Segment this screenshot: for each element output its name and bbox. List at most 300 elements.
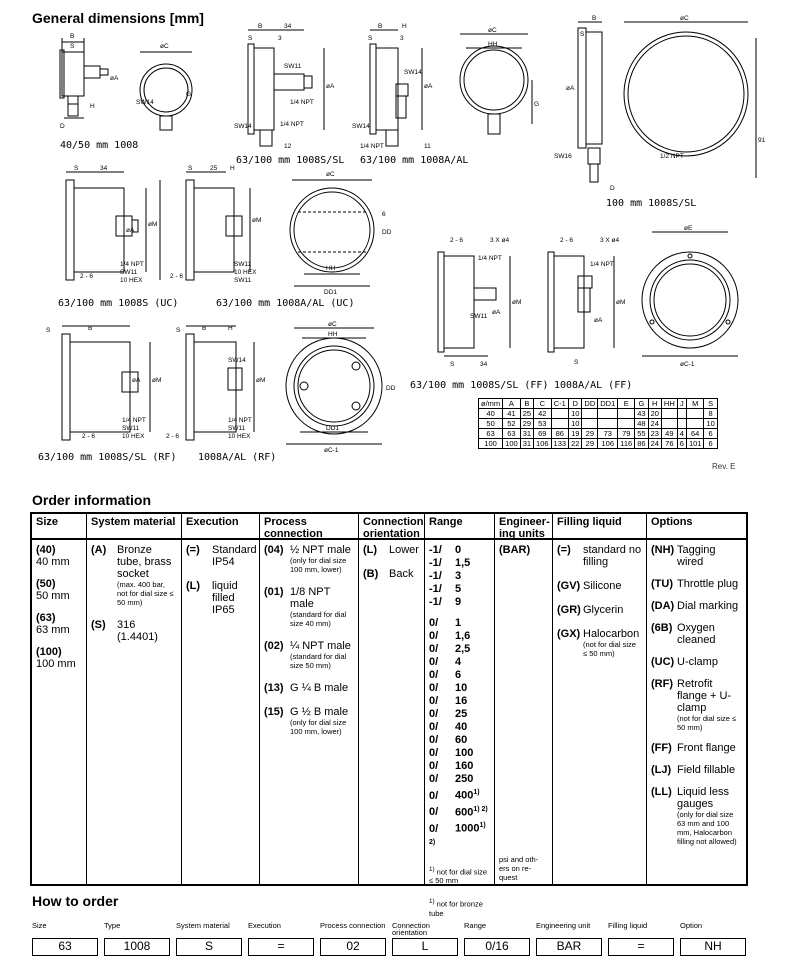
svg-text:SW14: SW14 — [228, 357, 246, 364]
svg-text:6: 6 — [382, 211, 386, 218]
svg-text:10 HEX: 10 HEX — [122, 433, 145, 440]
drawing-1008a-al-uc — [170, 166, 270, 301]
svg-text:DD: DD — [382, 229, 392, 236]
svg-text:D: D — [60, 123, 65, 130]
range-from: 0/ — [429, 617, 439, 629]
caption-7: 63/100 mm 1008S/SL (FF) — [410, 380, 549, 391]
dim-cell: 106 — [598, 439, 618, 449]
dim-header: ø/mm — [479, 399, 503, 409]
svg-text:DD1: DD1 — [324, 289, 338, 296]
drawing-front-rf — [284, 322, 394, 457]
svg-text:D: D — [610, 185, 615, 192]
option-text: Liquid less gauges — [677, 786, 729, 810]
svg-text:SW11: SW11 — [234, 277, 252, 284]
dim-header: S — [704, 399, 717, 409]
option-text: Standard IP54 — [212, 544, 257, 568]
how-value-box: 02 — [320, 938, 386, 956]
range-from: -1/ — [429, 570, 442, 582]
range-from: 0/ — [429, 806, 439, 819]
range-to: 10 — [455, 682, 468, 694]
range-from: 0/ — [429, 695, 439, 707]
option-code: (RF) — [651, 678, 673, 690]
svg-text:øM: øM — [152, 377, 162, 384]
svg-text:S: S — [46, 327, 51, 334]
option-label — [677, 742, 736, 754]
execution-option — [186, 580, 255, 616]
svg-text:SW11: SW11 — [122, 425, 140, 432]
option-label — [290, 586, 354, 628]
caption-6: 63/100 mm 1008A/AL (UC) — [216, 298, 355, 309]
range-from: 0/ — [429, 708, 439, 720]
dim-cell — [618, 409, 635, 419]
how-value-box: 63 — [32, 938, 98, 956]
note-text: not for bronze tube — [429, 899, 483, 918]
option-label — [290, 544, 354, 574]
col-options: Options (NH) Tagging wired (TU) Throttle plug (DA) Dial marking (6B) Oxygen cleaned (UC) U-clamp (RF) Retrofit flange + U-clamp (not for dial size ≤ 50 mm) (FF) Front flange (LJ) Field fillable (LL) Liquid less gauges (only for dial size 63 mm and 100 mm, Halocarbon filling not allowed) — [646, 514, 746, 884]
svg-text:10 HEX: 10 HEX — [120, 277, 143, 284]
drawing-front-uc — [286, 166, 396, 301]
process-option — [264, 682, 354, 694]
svg-text:øA: øA — [126, 227, 135, 234]
how-to-order-title: How to order — [32, 893, 119, 909]
range-to: 6 — [455, 669, 462, 681]
dim-cell: 55 — [635, 429, 648, 439]
option-text: Back — [389, 568, 414, 580]
option-code: (NH) — [651, 544, 675, 556]
caption-3: 63/100 mm 1008A/AL — [360, 155, 469, 166]
dim-cell — [618, 419, 635, 429]
svg-text:øC: øC — [680, 15, 689, 22]
option-code: (02) — [264, 640, 284, 652]
range-item — [429, 786, 490, 803]
range-item — [429, 557, 490, 570]
dim-cell: 79 — [618, 429, 635, 439]
drawing-100-1008s-sl — [554, 15, 766, 203]
size-option — [36, 544, 82, 568]
svg-text:1/2 NPT: 1/2 NPT — [660, 153, 684, 160]
svg-text:B: B — [202, 325, 207, 332]
svg-text:SW14: SW14 — [136, 99, 154, 106]
option-text: ¼ NPT male — [290, 640, 351, 652]
options-option — [651, 578, 742, 590]
option-label — [290, 640, 354, 670]
svg-text:øM: øM — [616, 299, 626, 306]
option-text: Throttle plug — [677, 578, 739, 590]
drawing-63-100-1008s-sl — [234, 24, 344, 159]
drawing-1008s-sl-ff — [430, 232, 540, 377]
range-item — [429, 734, 490, 747]
range-item — [429, 708, 490, 721]
dim-cell: 4 — [677, 429, 686, 439]
col-material: System material (A) Bronze tube, brass socket (max. 400 bar, not for dial size ≤ 50 mm) (S) 316 (1.4401) — [86, 514, 181, 884]
range-footnote: 1) 2) — [473, 805, 488, 813]
process-option — [264, 640, 354, 670]
note-text: not for dial size ≤ 50 mm — [429, 867, 488, 886]
svg-text:S: S — [450, 361, 455, 368]
dim-cell: 6 — [704, 439, 717, 449]
range-item — [429, 682, 490, 695]
note-sup: 1) — [429, 865, 435, 873]
svg-text:øA: øA — [594, 317, 603, 324]
how-value-box: 0/16 — [464, 938, 530, 956]
dim-cell: 106 — [534, 439, 552, 449]
options-option — [651, 656, 742, 668]
svg-text:S: S — [248, 35, 253, 42]
range-from: 0/ — [429, 734, 439, 746]
svg-text:2 - 6: 2 - 6 — [560, 237, 574, 244]
option-note: (standard for dial size 40 mm) — [290, 610, 347, 628]
svg-text:øA: øA — [424, 83, 433, 90]
svg-text:25: 25 — [210, 165, 218, 172]
range-from: 0/ — [429, 669, 439, 681]
dim-cell: 31 — [520, 429, 533, 439]
option-note: (max. 400 bar, not for dial size ≤ 50 mm) — [117, 580, 174, 607]
caption-5: 63/100 mm 1008S (UC) — [58, 298, 179, 309]
option-text: Oxygen cleaned — [677, 622, 716, 646]
svg-text:10 HEX: 10 HEX — [234, 269, 257, 276]
dim-cell: 50 — [479, 419, 503, 429]
how-label: Execution — [248, 921, 281, 930]
svg-text:B: B — [258, 23, 263, 30]
dim-cell: 48 — [635, 419, 648, 429]
how-label: Size — [32, 921, 47, 930]
drawing-front-ff — [642, 222, 742, 377]
how-value-box: L — [392, 938, 458, 956]
col-filling: Filling liquid (=) standard no filling (GV) Silicone (GR) Glycerin (GX) Halocarbon (not for dial size ≤ 50 mm) — [552, 514, 646, 884]
option-note: (only for dial size 100 mm, lower) — [290, 718, 347, 736]
col-size: Size (40) 40 mm (50) 50 mm (63) 63 mm (100) 100 mm — [32, 514, 86, 884]
range-item — [429, 819, 490, 852]
option-code: (S) — [91, 619, 106, 631]
dim-cell: 100 — [479, 439, 503, 449]
dim-header: J — [677, 399, 686, 409]
option-label — [583, 544, 642, 568]
option-label — [117, 619, 177, 643]
drawing-63-100-1008a-al — [352, 24, 442, 159]
range-note-2 — [429, 897, 490, 918]
option-label — [583, 580, 622, 592]
dim-cell — [661, 419, 677, 429]
range-to: 0 — [455, 544, 462, 556]
range-to: 3 — [455, 570, 462, 582]
option-label — [212, 580, 255, 616]
range-from: 0/ — [429, 822, 439, 835]
dim-cell: 25 — [520, 409, 533, 419]
dim-cell: 24 — [648, 419, 661, 429]
range-to: 1,6 — [455, 630, 471, 642]
option-text: Glycerin — [583, 604, 624, 616]
how-value-box: S — [176, 938, 242, 956]
option-code: (=) — [557, 544, 571, 556]
size-label: 63 mm — [36, 624, 70, 636]
range-to: 1,5 — [455, 557, 471, 569]
option-code: (13) — [264, 682, 284, 694]
dim-cell: 52 — [503, 419, 521, 429]
dim-cell: 31 — [520, 439, 533, 449]
dim-header: E — [618, 399, 635, 409]
range-from: 0/ — [429, 630, 439, 642]
svg-text:B: B — [88, 325, 93, 332]
option-code: (LJ) — [651, 764, 672, 776]
col-range: Range -1/ 0 -1/ 1,5 -1/ 3 -1/ 5 -1/ 9 0/ 1 0/ 1,6 0/ 2,5 0/ 4 0/ 6 0/ 10 0/ 16 0/ 25 0/ 40 0/ 60 0/ 100 0/ 160 0/ 250 0/ 400$^{1)}$ 0/ $600^{1) 2)}$ 0/ $1000^{1) 2)}$ $^{1)}$ not for dial size ≤ 50 mm $^{1)}$ not for bronze tube — [424, 514, 494, 884]
options-option — [651, 600, 742, 612]
range-note-1 — [429, 865, 490, 886]
dim-row — [479, 439, 718, 449]
how-label: Range — [464, 921, 487, 930]
size-label: 100 mm — [36, 658, 76, 670]
dim-cell: 29 — [520, 419, 533, 429]
drawing-front-hh — [450, 24, 540, 159]
option-code: (GV) — [557, 580, 581, 592]
option-label — [677, 578, 738, 590]
dim-cell: 19 — [569, 429, 582, 439]
range-item — [429, 773, 490, 786]
range-item — [429, 760, 490, 773]
option-text: Lower — [389, 544, 419, 556]
dim-cell: 43 — [635, 409, 648, 419]
dim-b: B — [70, 33, 75, 40]
svg-text:øA: øA — [326, 83, 335, 90]
svg-text:12: 12 — [284, 143, 292, 150]
option-label — [290, 682, 348, 694]
dim-cell — [598, 419, 618, 429]
svg-text:SW11: SW11 — [284, 63, 302, 70]
svg-text:B: B — [592, 15, 597, 22]
caption-10: 1008A/AL (RF) — [198, 452, 277, 463]
dim-cell: 20 — [648, 409, 661, 419]
option-text: Tagging wired — [677, 544, 716, 568]
dim-row — [479, 419, 718, 429]
option-code: (A) — [91, 544, 107, 556]
options-option — [651, 678, 742, 732]
dim-header: C-1 — [551, 399, 569, 409]
option-label — [212, 544, 257, 568]
option-label — [583, 628, 642, 658]
options-option — [651, 622, 742, 646]
range-item — [429, 803, 490, 820]
dim-cell: 116 — [618, 439, 635, 449]
range-item — [429, 570, 490, 583]
svg-text:10 HEX: 10 HEX — [228, 433, 251, 440]
svg-text:S: S — [176, 327, 181, 334]
filling-option — [557, 604, 642, 616]
option-text: Front flange — [677, 742, 736, 754]
caption-9: 63/100 mm 1008S/SL (RF) — [38, 452, 177, 463]
how-value-box: NH — [680, 938, 746, 956]
options-option — [651, 786, 742, 846]
how-label: Filling liquid — [608, 921, 648, 930]
option-text: Dial marking — [677, 600, 739, 612]
range-from: 0/ — [429, 721, 439, 733]
option-note: (not for dial size ≤ 50 mm) — [677, 714, 737, 732]
svg-text:H: H — [228, 325, 233, 332]
dim-cell: 10 — [569, 419, 582, 429]
option-label — [389, 544, 419, 556]
units-note: psi and oth-ers on re-quest — [499, 855, 539, 882]
option-text: 316 (1.4401) — [117, 619, 158, 643]
dim-cell: 63 — [503, 429, 521, 439]
options-option — [651, 764, 742, 776]
size-option — [36, 612, 82, 636]
drawing-1008s-sl-rf — [32, 322, 162, 457]
process-option — [264, 706, 354, 736]
dim-cell — [677, 409, 686, 419]
range-item — [429, 669, 490, 682]
dim-header: DD — [582, 399, 598, 409]
dimension-table — [478, 398, 718, 449]
option-text: ½ NPT male — [290, 544, 351, 556]
svg-text:S: S — [580, 31, 585, 38]
range-from: 0/ — [429, 682, 439, 694]
svg-text:H: H — [230, 165, 235, 172]
range-item — [429, 544, 490, 557]
svg-text:2 - 6: 2 - 6 — [80, 273, 94, 280]
dim-row — [479, 429, 718, 439]
svg-text:H: H — [402, 23, 407, 30]
option-note: (standard for dial size 50 mm) — [290, 652, 347, 670]
svg-text:SW14: SW14 — [234, 123, 252, 130]
dimensions-title: General dimensions [mm] — [32, 10, 204, 26]
dim-header: HH — [661, 399, 677, 409]
svg-text:2 - 6: 2 - 6 — [166, 433, 180, 440]
size-label: 50 mm — [36, 590, 70, 602]
range-to: 40 — [455, 721, 468, 733]
dim-cell: 40 — [479, 409, 503, 419]
dim-cell: 53 — [534, 419, 552, 429]
dim-cell — [582, 419, 598, 429]
svg-text:H: H — [90, 103, 95, 110]
option-label — [117, 544, 177, 607]
dim-cell: 101 — [686, 439, 704, 449]
svg-text:øE: øE — [684, 225, 693, 232]
dim-cell: 63 — [479, 429, 503, 439]
how-label: Process connection — [320, 921, 386, 930]
size-code: (63) — [36, 612, 56, 624]
dim-cell: 6 — [704, 429, 717, 439]
dim-cell — [661, 409, 677, 419]
dim-cell — [686, 409, 704, 419]
range-from: 0/ — [429, 656, 439, 668]
option-code: (B) — [363, 568, 379, 580]
option-code: (GX) — [557, 628, 581, 640]
col-execution: Execution (=) Standard IP54 (L) liquid filled IP65 — [181, 514, 259, 884]
filling-option — [557, 580, 642, 592]
option-text: G ½ B male — [290, 706, 349, 718]
svg-text:øA: øA — [492, 309, 501, 316]
svg-text:1/4 NPT: 1/4 NPT — [478, 255, 502, 262]
option-label — [677, 622, 742, 646]
svg-text:1/4 NPT: 1/4 NPT — [360, 143, 384, 150]
svg-text:øM: øM — [252, 217, 262, 224]
svg-text:34: 34 — [284, 23, 292, 30]
dim-cell: 73 — [598, 429, 618, 439]
col-process: Process connection (04) ½ NPT male (only for dial size 100 mm, lower) (01) 1/8 NPT male (standard for dial size 40 mm) (02) ¼ NPT male (standard for dial size 50 mm) (13) G ¼ B male (15) G ½ B male (only for dial size 100 mm, lower) — [259, 514, 358, 884]
svg-text:øA: øA — [132, 377, 141, 384]
option-code: (LL) — [651, 786, 672, 798]
option-note: (not for dial size ≤ 50 mm) — [583, 640, 636, 658]
range-item — [429, 596, 490, 609]
dim-cell: 29 — [582, 439, 598, 449]
units-code: (BAR) — [499, 544, 531, 556]
dim-cell: 8 — [704, 409, 717, 419]
size-code: (40) — [36, 544, 56, 556]
option-label — [389, 568, 413, 580]
option-text: standard no filling — [583, 544, 642, 568]
dim-cell: 86 — [635, 439, 648, 449]
range-footnote: 1) — [473, 789, 480, 796]
dim-header: A — [503, 399, 521, 409]
svg-text:øM: øM — [512, 299, 522, 306]
material-option — [91, 619, 177, 643]
svg-text:1/4 NPT: 1/4 NPT — [120, 261, 144, 268]
revision-label: Rev. E — [712, 462, 736, 471]
option-text: Retrofit flange + U-clamp — [677, 678, 732, 714]
option-text: Silicone — [583, 580, 622, 592]
svg-text:øA: øA — [110, 75, 119, 82]
orientation-option — [363, 568, 420, 580]
svg-text:SW11: SW11 — [234, 261, 252, 268]
svg-text:3: 3 — [400, 35, 404, 42]
range-item — [429, 630, 490, 643]
svg-text:HH: HH — [328, 331, 338, 338]
option-code: (L) — [186, 580, 201, 592]
svg-text:1/4 NPT: 1/4 NPT — [122, 417, 146, 424]
dim-cell: 133 — [551, 439, 569, 449]
option-code: (04) — [264, 544, 284, 556]
range-item — [429, 747, 490, 760]
dim-cell: 29 — [582, 429, 598, 439]
drawing-1008a-al-rf — [166, 322, 276, 457]
range-from: 0/ — [429, 789, 439, 802]
dim-header: G — [635, 399, 648, 409]
option-code: (GR) — [557, 604, 581, 616]
caption-4: 100 mm 1008S/SL — [606, 198, 697, 209]
range-to: 100 — [455, 747, 474, 759]
dim-cell — [677, 419, 686, 429]
dim-cell: 41 — [503, 409, 521, 419]
drawing-1008s-uc — [50, 166, 170, 301]
range-to: 5 — [455, 583, 462, 595]
range-to: 160 — [455, 760, 474, 772]
option-code: (UC) — [651, 656, 675, 668]
dim-cell: 6 — [677, 439, 686, 449]
col-orientation: Connection orientation (L) Lower (B) Back — [358, 514, 424, 884]
range-from: -1/ — [429, 557, 442, 569]
option-code: (=) — [186, 544, 200, 556]
svg-text:B: B — [378, 23, 383, 30]
option-text: liquid filled IP65 — [212, 580, 238, 616]
col-units: Engineer-ing units (BAR) psi and oth-ers on re-quest — [494, 514, 552, 884]
option-label — [677, 786, 742, 846]
svg-text:34: 34 — [480, 361, 488, 368]
option-code: (01) — [264, 586, 284, 598]
dim-cell: 100 — [503, 439, 521, 449]
dim-header: D — [569, 399, 582, 409]
option-code: (6B) — [651, 622, 673, 634]
svg-text:øM: øM — [256, 377, 266, 384]
execution-option — [186, 544, 255, 568]
svg-text:øC: øC — [326, 171, 335, 178]
dim-cell — [598, 409, 618, 419]
option-code: (DA) — [651, 600, 675, 612]
svg-text:3 X ø4: 3 X ø4 — [600, 237, 620, 244]
option-note: (only for dial size 100 mm, lower) — [290, 556, 347, 574]
process-option — [264, 544, 354, 574]
size-code: (100) — [36, 646, 62, 658]
options-option — [651, 544, 742, 568]
option-label — [677, 678, 742, 732]
dim-cell: 24 — [648, 439, 661, 449]
